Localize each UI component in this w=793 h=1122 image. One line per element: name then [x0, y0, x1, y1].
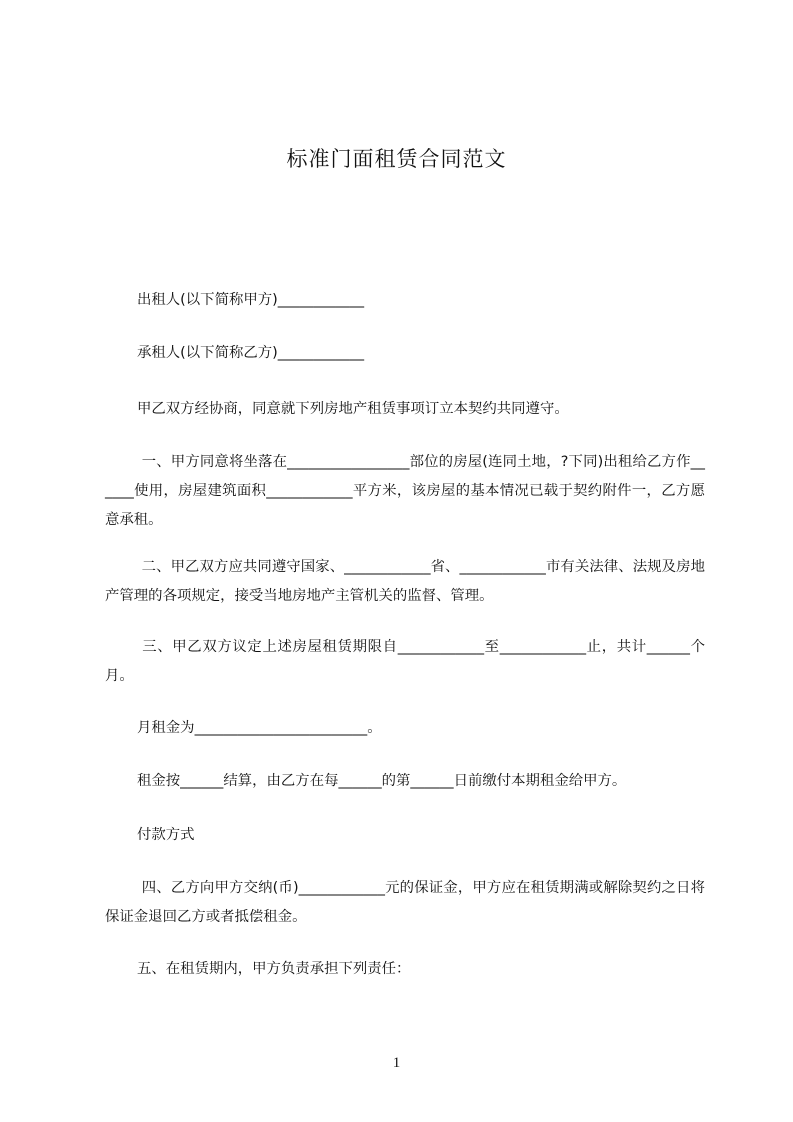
clause-4: 四、乙方向甲方交纳(币)____________元的保证金，甲方应在租赁期满或解除契约之日将保证金退回乙方或者抵偿租金。: [105, 880, 705, 925]
payment-method: 付款方式: [137, 827, 195, 843]
document-title: 标准门面租赁合同范文: [286, 147, 507, 171]
clause-1: 一、甲方同意将坐落在_________________部位的房屋(连同土地，?下同)出租给乙方作______使用，房屋建筑面积____________平方米，该房屋的基本情况已载于契约附件一，乙方愿意承租。: [105, 454, 705, 528]
clause-2: 二、甲乙双方应共同遵守国家、____________省、____________市有关法律、法规及房地产管理的各项规定，接受当地房地产主管机关的监督、管理。: [105, 559, 705, 604]
monthly-rent: 月租金为________________________。: [137, 720, 382, 736]
clause-3: 三、甲乙双方议定上述房屋租赁期限自____________至____________止，共计______个月。: [105, 639, 705, 684]
page-number: 1: [392, 1055, 401, 1071]
rent-settlement: 租金按______结算，由乙方在每______的第______日前缴付本期租金给甲方。: [137, 773, 627, 789]
lessee-line: 承租人(以下简称乙方)____________: [137, 345, 365, 361]
clause-5: 五、在租赁期内，甲方负责承担下列责任：: [137, 961, 411, 977]
agreement-intro: 甲乙双方经协商，同意就下列房地产租赁事项订立本契约共同遵守。: [137, 401, 569, 417]
lessor-line: 出租人(以下简称甲方)____________: [137, 292, 365, 308]
